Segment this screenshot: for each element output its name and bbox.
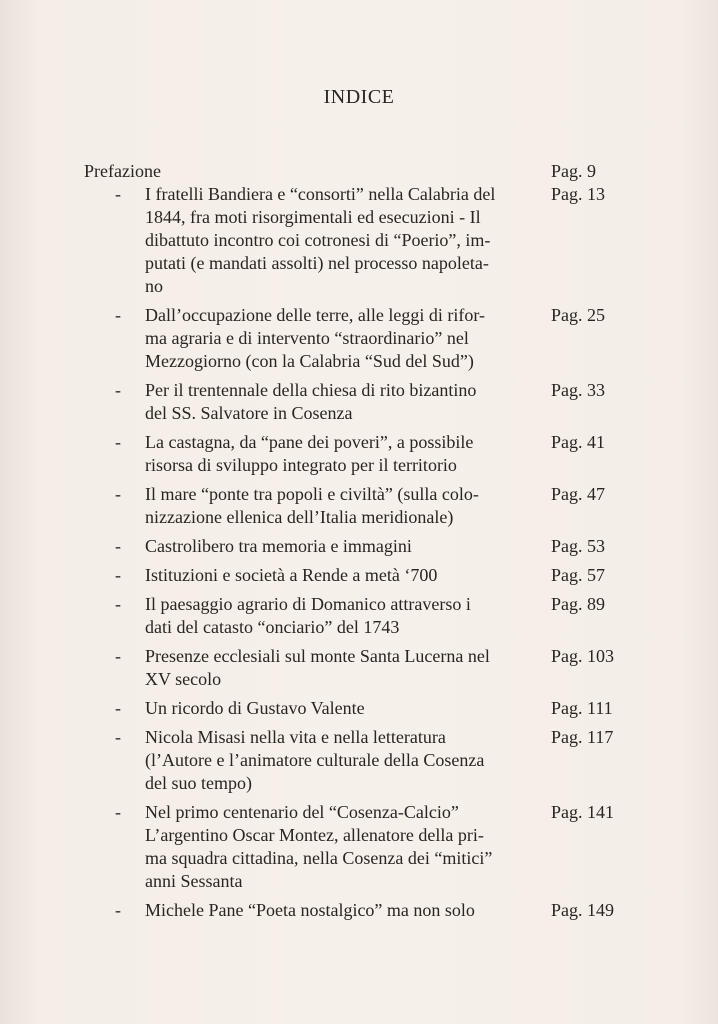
toc-entry-title-line: Nicola Misasi nella vita e nella letteratura: [145, 727, 446, 747]
toc-entry-title: [145, 697, 533, 720]
toc-entry-title-line: Nel primo centenario del “Cosenza-Calcio”: [145, 802, 459, 822]
toc-entry-title: [145, 801, 533, 893]
toc-entry-title: [145, 483, 533, 529]
toc-entry-page: Pag. 25: [551, 305, 605, 325]
toc-entry-title: [145, 899, 533, 922]
preface-page: Pag. 9: [551, 161, 596, 181]
toc-entry-dash: -: [115, 698, 121, 718]
toc-entry-title: [145, 183, 533, 298]
toc-entry-page: Pag. 33: [551, 380, 605, 400]
table-of-contents: [0, 160, 718, 928]
toc-entry: [0, 535, 718, 558]
toc-entry-title-line: Il paesaggio agrario di Domanico attraverso i: [145, 594, 471, 614]
toc-entry: [0, 593, 718, 639]
toc-entry-title-line: ma agraria e di intervento “straordinario” nel: [145, 328, 469, 348]
toc-entry-page: Pag. 57: [551, 565, 605, 585]
toc-entry-title-line: del SS. Salvatore in Cosenza: [145, 403, 353, 423]
toc-entry-dash: -: [115, 305, 121, 325]
toc-entry-dash: -: [115, 594, 121, 614]
toc-entry-title-line: dibattuto incontro coi cotronesi di “Poerio”, im-: [145, 230, 491, 250]
page-title: INDICE: [323, 86, 395, 108]
toc-entry-title-line: ma squadra cittadina, nella Cosenza dei “mitici”: [145, 848, 493, 868]
toc-entry-title-line: Michele Pane “Poeta nostalgico” ma non solo: [145, 900, 475, 920]
toc-entry-title: [145, 304, 533, 373]
toc-entry-title-line: risorsa di sviluppo integrato per il territorio: [145, 455, 457, 475]
toc-entry: [0, 379, 718, 425]
toc-entry-title-line: Mezzogiorno (con la Calabria “Sud del Sud”): [145, 351, 474, 371]
preface-title: Prefazione: [84, 161, 161, 181]
toc-entry-page: Pag. 117: [551, 727, 614, 747]
toc-entry-dash: -: [115, 380, 121, 400]
toc-entry-title-line: Presenze ecclesiali sul monte Santa Lucerna nel: [145, 646, 490, 666]
toc-entry-dash: -: [115, 432, 121, 452]
toc-entry-title-line: del suo tempo): [145, 773, 252, 793]
toc-entry-title-line: L’argentino Oscar Montez, allenatore della pri-: [145, 825, 484, 845]
toc-entry-dash: -: [115, 727, 121, 747]
toc-entry-dash: -: [115, 484, 121, 504]
toc-entry: [0, 645, 718, 691]
toc-entry-dash: -: [115, 565, 121, 585]
toc-entry-title-line: Dall’occupazione delle terre, alle leggi di rifor-: [145, 305, 485, 325]
toc-entry-title-line: Il mare “ponte tra popoli e civiltà” (sulla colo-: [145, 484, 479, 504]
toc-entry-title-line: Per il trentennale della chiesa di rito bizantino: [145, 380, 477, 400]
toc-entry-page: Pag. 141: [551, 802, 614, 822]
toc-entry-title-line: putati (e mandati assolti) nel processo napoleta-: [145, 253, 489, 273]
toc-entry-dash: -: [115, 802, 121, 822]
toc-entry-page: Pag. 41: [551, 432, 605, 452]
toc-entry-page: Pag. 13: [551, 184, 605, 204]
toc-entry-title-line: no: [145, 276, 163, 296]
toc-entry: [0, 304, 718, 373]
toc-entry-page: Pag. 103: [551, 646, 614, 666]
toc-entry-title: [145, 645, 533, 691]
toc-entry-page: Pag. 89: [551, 594, 605, 614]
toc-entry-title: [145, 431, 533, 477]
toc-entry-title-line: Castrolibero tra memoria e immagini: [145, 536, 412, 556]
toc-entry-title-line: Istituzioni e società a Rende a metà ‘700: [145, 565, 438, 585]
toc-entry-title-line: XV secolo: [145, 669, 222, 689]
toc-entry-title: [145, 593, 533, 639]
toc-entry-title-line: nizzazione ellenica dell’Italia meridionale): [145, 507, 454, 527]
toc-entry-title-line: 1844, fra moti risorgimentali ed esecuzioni - Il: [145, 207, 481, 227]
toc-entry: [0, 431, 718, 477]
toc-entry: [0, 726, 718, 795]
toc-entry-title-line: I fratelli Bandiera e “consorti” nella Calabria del: [145, 184, 496, 204]
toc-entry-dash: -: [115, 536, 121, 556]
toc-entry-page: Pag. 47: [551, 484, 605, 504]
toc-entry-title: [145, 726, 533, 795]
toc-entry: [0, 564, 718, 587]
toc-entry: [0, 801, 718, 893]
toc-entry-dash: -: [115, 646, 121, 666]
toc-entry: [0, 697, 718, 720]
toc-entry-title-line: (l’Autore e l’animatore culturale della Cosenza: [145, 750, 485, 770]
toc-entry-title: [145, 535, 533, 558]
toc-entry-preface: [0, 160, 718, 183]
toc-entry: [0, 483, 718, 529]
toc-entry: [0, 183, 718, 298]
toc-entry-title-line: anni Sessanta: [145, 871, 243, 891]
toc-entry-page: Pag. 53: [551, 536, 605, 556]
toc-entry-title: [145, 379, 533, 425]
toc-entries: [0, 183, 718, 922]
toc-entry-dash: -: [115, 900, 121, 920]
toc-entry: [0, 899, 718, 922]
toc-entry-dash: -: [115, 184, 121, 204]
toc-entry-page: Pag. 149: [551, 900, 614, 920]
toc-entry-title-line: Un ricordo di Gustavo Valente: [145, 698, 365, 718]
toc-entry-title-line: La castagna, da “pane dei poveri”, a possibile: [145, 432, 474, 452]
toc-entry-title-line: dati del catasto “onciario” del 1743: [145, 617, 400, 637]
toc-entry-page: Pag. 111: [551, 698, 613, 718]
toc-entry-title: [145, 564, 533, 587]
